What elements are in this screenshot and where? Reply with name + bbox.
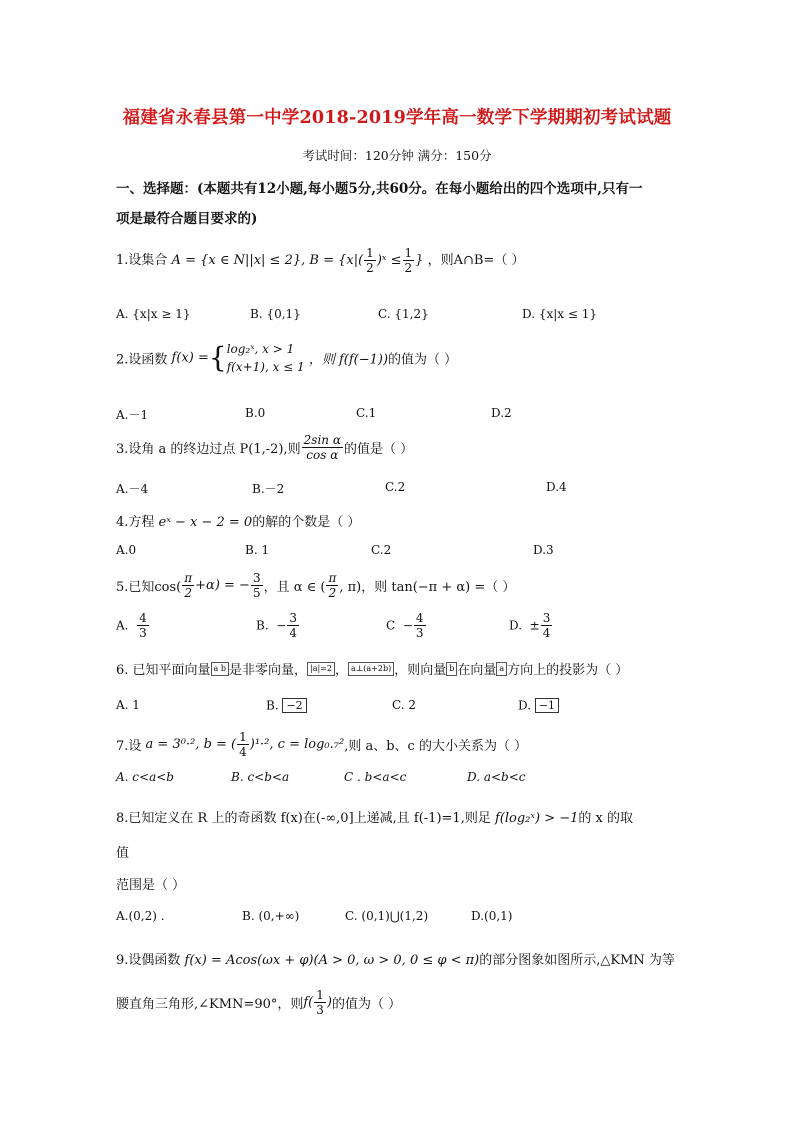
q2-piece-1: log₂ˣ, x > 1 xyxy=(226,342,295,356)
q5-option-d-num: 3 xyxy=(542,611,551,625)
q1-set-b-post: } xyxy=(415,253,424,268)
q5-option-c-den: 3 xyxy=(415,626,424,640)
q6-text-2: ， xyxy=(334,663,348,678)
q6-text-3: ，则向量 xyxy=(394,663,447,678)
q2-option-d: D.2 xyxy=(491,406,512,420)
q5-option-a-num: 4 xyxy=(139,611,147,625)
q5-option-d-label: D. xyxy=(509,618,523,633)
q4-option-b: B. 1 xyxy=(245,543,270,557)
q5-option-b-den: 4 xyxy=(289,626,297,640)
q5-option-b-sign: − xyxy=(276,618,287,633)
q1-option-c: C. {1,2} xyxy=(378,307,429,321)
q6-option-b xyxy=(266,698,307,713)
q5-option-d-fraction xyxy=(541,611,553,640)
q6-option-a xyxy=(116,698,140,712)
q4-prefix: 4.方程 xyxy=(116,515,155,530)
q8-option-c: C. (0,1)⋃(1,2) xyxy=(345,909,429,923)
q7-b-post: )¹·², xyxy=(249,737,274,752)
q8-suffix: 的 x 的取 xyxy=(578,811,633,826)
q9-function: f(x) = Acos(ωx + φ)(A > 0, ω > 0, 0 ≤ φ < π) xyxy=(184,953,480,968)
question-5 xyxy=(116,571,515,600)
q2-option-a: A.－1 xyxy=(116,408,149,422)
q9-third xyxy=(314,988,326,1017)
q7-a: a = 3⁰·², xyxy=(145,737,200,752)
q7-option-a: A. c<a<b xyxy=(116,770,174,784)
q1-option-b: B. {0,1} xyxy=(250,307,301,321)
q1-set-b-pre: , B = {x|( xyxy=(301,253,364,268)
q5-option-b-num: 3 xyxy=(289,611,297,625)
q9-line-2 xyxy=(116,988,401,1017)
paper-title: 福建省永春县第一中学2018-2019学年高一数学下学期期初考试试题 xyxy=(122,108,672,128)
q2-option-c: C.1 xyxy=(356,406,377,420)
q8-prefix: 8.已知定义在 R 上的奇函数 f(x)在(-∞,0]上递减,且 f(-1)=1,则足 xyxy=(116,811,491,826)
q5-three-fifths xyxy=(251,571,263,600)
q9-line-2-suffix: 的值为（ ） xyxy=(331,997,402,1012)
q5-mid2: ，且 α ∈ ( xyxy=(263,580,326,595)
q9-f-pre: f( xyxy=(303,995,314,1010)
q1-half-den: 2 xyxy=(366,261,374,275)
q6-formula-placeholder-3: a⊥(a+2b) xyxy=(348,662,394,676)
q5-option-a-den: 3 xyxy=(139,626,147,640)
q6-option-d-label: D. xyxy=(518,698,532,713)
q2-piece-2: f(x+1), x ≤ 1 xyxy=(226,360,305,374)
q1-option-d: D. {x|x ≤ 1} xyxy=(522,307,597,321)
q3-numerator: 2sin α xyxy=(303,433,341,447)
q5-option-d-den: 4 xyxy=(542,626,551,640)
q1-half-fraction-2 xyxy=(403,246,415,275)
q5-pi-over-2-b xyxy=(326,571,338,600)
q1-set-a: A = {x ∈ N||x| ≤ 2} xyxy=(171,253,302,268)
q5-option-c-label: C xyxy=(386,618,396,633)
q4-option-c: C.2 xyxy=(371,543,392,557)
exam-info: 考试时间：120分钟 满分：150分 xyxy=(302,148,492,163)
q3-option-a: A.－4 xyxy=(116,482,149,496)
q6-text-4: 在向量 xyxy=(457,663,497,678)
q5-option-c-fraction xyxy=(414,611,426,640)
q5-two-b: 2 xyxy=(328,586,337,600)
q7-quarter xyxy=(237,730,249,759)
q5-option-d-sign: ± xyxy=(529,618,540,633)
q2-pieces xyxy=(227,340,305,376)
q1-half-fraction xyxy=(364,246,376,275)
q1-half-num: 1 xyxy=(366,246,374,260)
q3-option-d: D.4 xyxy=(546,480,567,494)
q5-option-a-label: A. xyxy=(116,618,129,633)
q1-set-b-mid: )ˣ ≤ xyxy=(376,253,402,268)
q1-suffix: ，则A∩B=（ ） xyxy=(427,253,525,268)
question-6 xyxy=(116,659,628,678)
q3-fraction xyxy=(302,433,343,462)
question-2 xyxy=(116,340,457,376)
q6-option-c-label: C. 2 xyxy=(392,698,417,712)
q2-suffix: 的值为（ ） xyxy=(388,352,458,368)
q2-prefix: 2.设函数 xyxy=(116,352,168,368)
q9-prefix: 9.设偶函数 xyxy=(116,953,181,968)
question-1 xyxy=(116,246,524,275)
q3-option-c: C.2 xyxy=(385,480,406,494)
q5-mid3: , π)，则 tan(−π + α) =（ ） xyxy=(339,580,516,595)
q6-option-c xyxy=(392,698,416,712)
q2-option-b: B.0 xyxy=(245,406,266,420)
q2-suffix-math: ，则 f(f(−1)) xyxy=(308,352,389,368)
q9-f-post: ) xyxy=(326,995,332,1010)
q6-option-b-label: B. xyxy=(266,698,279,713)
section-heading-line1: 一、选择题：(本题共有12小题,每小题5分,共60分。在每小题给出的四个选项中,只有一 xyxy=(116,181,643,197)
q6-text-1: 是非零向量， xyxy=(228,663,307,678)
q5-option-d xyxy=(509,611,553,640)
q7-option-b: B. c<b<a xyxy=(231,770,290,784)
q6-option-d-formula: −1 xyxy=(535,698,559,713)
q4-suffix: 的解的个数是（ ） xyxy=(252,515,361,530)
q6-option-d xyxy=(518,698,559,713)
q4-option-d: D.3 xyxy=(533,543,554,557)
q5-pi: π xyxy=(184,571,193,585)
q3-suffix: 的值是（ ） xyxy=(343,442,414,457)
q8-option-b: B. (0,+∞) xyxy=(242,909,300,923)
q7-option-c: C . b<a<c xyxy=(344,770,407,784)
q5-five: 5 xyxy=(252,586,261,600)
q5-option-b xyxy=(256,611,300,640)
q6-formula-placeholder-4: b xyxy=(446,662,457,676)
q9-suffix: 的部分图象如图所示,△KMN 为等 xyxy=(479,953,675,968)
q7-option-d: D. a<b<c xyxy=(467,770,526,784)
q8-inequality: f(log₂ˣ) > −1 xyxy=(494,811,579,826)
q7-quarter-num: 1 xyxy=(239,730,247,744)
q5-option-c xyxy=(386,611,427,640)
q6-formula-placeholder-2: |a|=2 xyxy=(307,662,335,676)
q6-option-a-label: A. 1 xyxy=(116,698,140,712)
q8-option-a: A.(0,2) . xyxy=(116,909,165,923)
q3-denominator: cos α xyxy=(306,448,339,462)
question-3 xyxy=(116,433,413,462)
q7-quarter-den: 4 xyxy=(239,745,247,759)
q2-brace-icon: { xyxy=(208,341,227,374)
q5-option-b-label: B. xyxy=(256,618,269,633)
q6-formula-placeholder-5: a xyxy=(496,662,507,676)
q9-line-2-pre: 腰直角三角形,∠KMN=90°，则 xyxy=(116,997,304,1012)
q6-text-5: 方向上的投影为（ ） xyxy=(507,663,629,678)
q5-three: 3 xyxy=(252,571,261,585)
q1-option-a: A. {x|x ≥ 1} xyxy=(116,307,191,321)
q5-mid1: +α) = − xyxy=(195,578,250,593)
q9-third-den: 3 xyxy=(316,1003,324,1017)
q2-function: f(x) = xyxy=(171,350,209,366)
q1-half-den-2: 2 xyxy=(404,261,413,275)
q6-prefix: 6. 已知平面向量 xyxy=(116,663,211,678)
q5-option-b-fraction xyxy=(287,611,299,640)
q5-option-a xyxy=(116,611,150,640)
q7-b-pre: b = ( xyxy=(203,737,237,752)
q3-prefix: 3.设角 a 的终边过点 P(1,-2),则 xyxy=(116,442,301,457)
q8-option-d: D.(0,1) xyxy=(471,909,513,923)
q6-option-b-formula: −2 xyxy=(282,698,306,713)
q5-pi-over-2 xyxy=(182,571,194,600)
q4-equation: eˣ − x − 2 = 0 xyxy=(158,515,253,530)
q5-two: 2 xyxy=(184,586,193,600)
q5-option-a-fraction xyxy=(137,611,149,640)
q8-line-3: 范围是（ ） xyxy=(116,878,186,893)
q7-c: c = log₀.₇² xyxy=(277,737,345,752)
q7-prefix: 7.设 xyxy=(116,739,142,754)
q5-prefix: 5.已知cos( xyxy=(116,580,182,595)
q9-third-num: 1 xyxy=(316,988,324,1002)
q8-line-2: 值 xyxy=(116,846,130,861)
question-8 xyxy=(116,807,633,826)
question-4 xyxy=(116,511,360,530)
q3-option-b: B.－2 xyxy=(252,482,285,496)
question-7 xyxy=(116,730,527,759)
question-9 xyxy=(116,949,675,968)
q6-formula-placeholder-1: a b xyxy=(211,662,229,676)
q1-half-num-2: 1 xyxy=(404,246,413,260)
q4-option-a: A.0 xyxy=(116,543,137,557)
section-heading-line2: 项是最符合题目要求的) xyxy=(116,211,258,227)
q5-pi-b: π xyxy=(328,571,337,585)
q5-option-c-num: 4 xyxy=(415,611,424,625)
q1-prefix: 1.设集合 xyxy=(116,253,168,268)
q7-suffix: ,则 a、b、c 的大小关系为（ ） xyxy=(344,739,528,754)
q5-option-c-sign: − xyxy=(402,618,413,633)
